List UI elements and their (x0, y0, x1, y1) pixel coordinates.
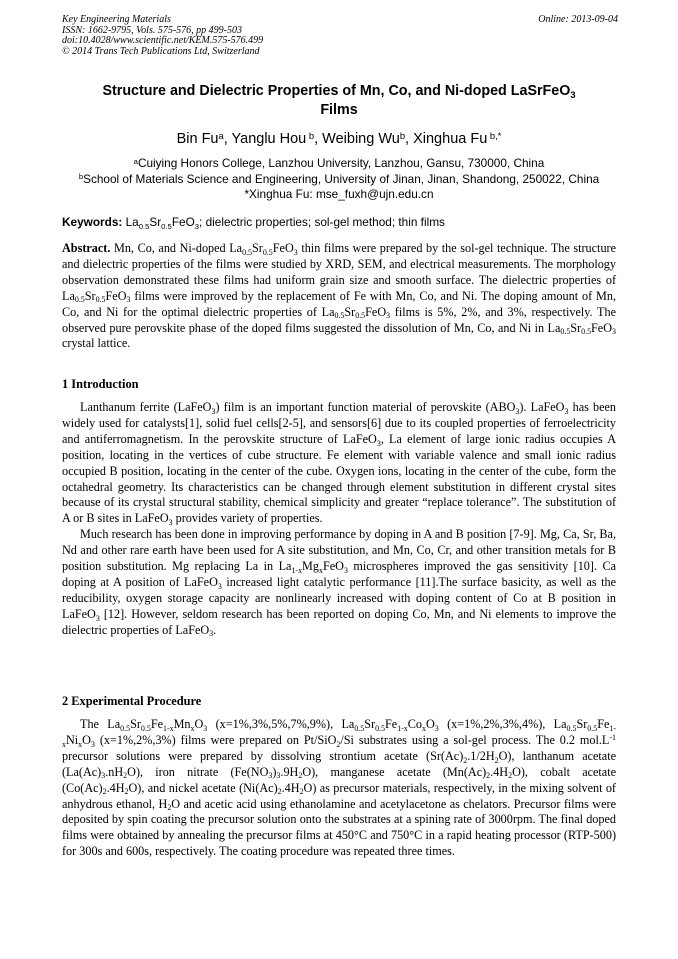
corresponding-author: *Xinghua Fu: mse_fuxh@ujn.edu.cn (244, 187, 434, 201)
formula-sub: 0.5 (262, 247, 273, 257)
author-affil-mark: b,* (487, 129, 502, 141)
paragraph-text: The La (80, 717, 121, 731)
abstract-text: films were improved by the replacement of Fe with Mn, Co, and Ni. The doping amount of Mn, Co, and Ni for the optimal dielectric properties of La (62, 288, 616, 319)
formula-part: Fe (150, 717, 163, 731)
formula-sub: 0.5 (581, 327, 592, 337)
paragraph-text: ) film is an important function material of perovskite (ABO (215, 400, 516, 414)
formula-part: Sr (344, 304, 356, 319)
formula-sub: 2 (124, 787, 129, 797)
formula-sub: 2 (299, 787, 304, 797)
author-name: , Weibing Wu (314, 131, 400, 147)
copyright-line: © 2014 Trans Tech Publications Ltd, Switzerland (62, 45, 260, 57)
formula-sub: x (78, 739, 83, 749)
author-name: , Yanglu Hou (223, 131, 307, 147)
paragraph-text: ). LaFeO (519, 400, 565, 414)
abstract-text: Mn, Co, and Ni-doped La (114, 241, 243, 255)
section-heading-introduction: 1 Introduction (62, 377, 139, 391)
formula-sub: 3 (203, 723, 208, 733)
paper-title (62, 82, 616, 120)
experimental-body (62, 717, 616, 860)
formula-part: O (425, 717, 435, 731)
paragraph-text: increased light catalytic performance [11].The surface basicity, as well as the reducibility, oxygen storage capacity are nonlinearly increased with doping content of Co at B position in LaFeO (62, 574, 616, 621)
formula-sub: x (190, 723, 195, 733)
paragraph-text: has been widely used for catalysts[1], solid fuel cells[2-5], and sensors[6] due to its coupled properties of ferroelectricity and antiferromagnetism. In the perovskite structure of LaFeO (62, 400, 616, 446)
formula-sub: 1-x (397, 723, 408, 733)
paragraph-text: .1/2H (467, 748, 495, 763)
paragraph-text: O), manganese acetate (Mn(Ac) (302, 764, 487, 779)
formula-part: FeO (322, 559, 344, 574)
affil-text: School of Materials Science and Engineering, University of Jinan, Jinan, Shandong, 250022, China (83, 171, 600, 186)
paragraph-text: , La element of large ionic radius occupies A position, locating in the vertices of cube structure. Fe element with variable valence and small ionic radius occupied B position, locating in the center of the cube. Oxygen ions, locating in the center of the cube, form the octahedral geometry. Its characteristics can be changed through element substitution in different crystal sites because of its crystal structural stability, chemical simplicity and greater “replace tolerance”. The substitution of A or B sites in LaFeO (62, 431, 616, 526)
paragraph-text: O), cobalt acetate (Co(Ac) (62, 764, 617, 795)
formula-sub: 3 (434, 723, 439, 733)
formula-sub: 0.5 (74, 295, 85, 305)
formula-part: Sr (576, 717, 588, 731)
paragraph-text: Much research has been done in improving performance by doping in A and B position [7-9]. Mg, Ca, Sr, Ba, Nd and other rare earth have been used for A site substitution, and Mn, Co, Cr, and other transition metals for B position substitution. Mg replacing La in La (62, 527, 616, 574)
author-affil-mark: a (218, 129, 224, 141)
formula-part: Co (407, 717, 422, 731)
keywords: Keywords: $La_{0.5}Sr_{0.5}FeO_3$; dielectric properties; sol-gel method; thin films (62, 215, 445, 231)
abstract (62, 241, 616, 352)
paragraph-text: O) as precursor materials, respectively, in the mixing solvent of anhydrous ethanol, H (62, 780, 616, 811)
formula-sub: 3 (126, 295, 131, 305)
formula-sub: 2 (102, 787, 107, 797)
formula-sub: 1-x (291, 565, 303, 575)
formula-sub: 0.5 (138, 221, 150, 231)
affiliations (62, 156, 616, 203)
formula-sub: 3 (612, 327, 616, 337)
formula-sub: 1-x (62, 723, 616, 749)
affil-mark: a (133, 156, 138, 166)
title-line2: Films (320, 102, 358, 118)
issn-line: ISSN: 1662-9795, Vols. 575-576, pp 499-503 (62, 24, 242, 36)
formula-sub: 3 (564, 406, 569, 416)
formula-sub: 0.5 (242, 247, 253, 257)
formula-sub: 2 (494, 755, 499, 765)
paragraph-text: Lanthanum ferrite (LaFeO (80, 400, 212, 414)
formula-sub: 0.5 (566, 723, 577, 733)
formula-part: Ni (65, 732, 79, 747)
formula-part: FeO (365, 304, 387, 319)
paragraph-text: O and acetic acid using ethanolamine and acetylacetone as chelators. Precursor films were deposited by spin coating the precursor solution onto the substrates at a spining rate of 3000rpm. The final doped films were obtained by annealing the precursor films at 450°C and 750°C in a rapid heating processor (RTP-500) for 300s and 600s, respectively. The coating procedure was repeated three times. (62, 796, 616, 859)
abstract-text: films is 5%, 2%, and 3%, respectively. The observed pure perovskite phase of the doped films suggested the dissolution of Mn, Co, and Ni in La (62, 304, 616, 335)
formula-part: Fe (385, 717, 398, 731)
formula-part: Sr (149, 215, 162, 229)
formula-sub: 0.5 (375, 723, 385, 733)
paragraph-text: (x=1%,2%,3%) films were prepared on Pt/SiO (94, 732, 337, 747)
formula-part: FeO (105, 288, 127, 303)
formula-sub: 3 (90, 739, 95, 749)
formula-sub: 0.5 (334, 311, 345, 321)
formula-sub: 3 (268, 771, 273, 781)
formula-sub: 3 (211, 406, 216, 416)
formula-sub: 2 (298, 771, 303, 781)
formula-sub: 2 (123, 771, 128, 781)
formula-sub: 3 (209, 629, 214, 639)
paragraph-text: O), and nickel acetate (Ni(Ac) (128, 780, 278, 795)
formula-sub: 0.5 (355, 311, 366, 321)
formula-sub: 3 (515, 406, 520, 416)
formula-sub: 3 (293, 247, 298, 257)
formula-sup: -1 (609, 733, 616, 743)
doi-line: doi:10.4028/www.scientific.net/KEM.575-576.499 (62, 35, 264, 46)
journal-name: Key Engineering Materials (62, 14, 171, 25)
formula-sub: 3 (194, 221, 200, 231)
author-list (62, 130, 616, 148)
abstract-text: crystal lattice. (62, 336, 131, 351)
paragraph-text: O), lanthanum acetate (La(Ac) (62, 748, 617, 779)
affiliation-b (62, 172, 616, 188)
formula-sub: x (421, 723, 426, 733)
formula-part: FeO (591, 320, 613, 335)
paragraph (62, 400, 616, 527)
formula-sub: 2 (336, 739, 341, 749)
affiliation-a (62, 156, 616, 172)
paragraph-text: O), iron nitrate (Fe(NO (127, 764, 269, 779)
formula-part: Sr (570, 320, 582, 335)
paragraph-text: .4H (490, 764, 509, 779)
title-main: Structure and Dielectric Properties of Mn, Co, and Ni-doped LaSrFeO (102, 83, 571, 99)
author-affil-mark: b (399, 129, 406, 141)
section-heading-experimental: 2 Experimental Procedure (62, 694, 202, 708)
author-name: Bin Fu (176, 131, 219, 147)
formula-sub: 3 (276, 771, 281, 781)
author-affil-mark: b (306, 129, 315, 141)
formula-sub: 0.5 (140, 723, 151, 733)
author-name: , Xinghua Fu (405, 131, 488, 147)
formula-sub: 3 (168, 518, 173, 528)
online-date: Online: 2013-09-04 (538, 14, 618, 25)
affil-mark: b (78, 172, 84, 182)
introduction-body (62, 400, 616, 639)
formula-part: Sr (252, 241, 263, 255)
formula-part: Sr (130, 717, 141, 731)
formula-sub: 0.5 (587, 723, 598, 733)
paragraph-text: precursor solutions were prepared by dissolving strontium acetate (Sr(Ac) (62, 748, 464, 763)
formula-part: Fe (597, 717, 610, 731)
formula-sub: 0.5 (560, 327, 571, 337)
formula-part: O (82, 732, 91, 747)
formula-sub: 0.5 (120, 723, 131, 733)
formula-sub: 2 (463, 755, 468, 765)
keywords-text: dielectric properties; sol-gel method; thin films (205, 215, 445, 229)
paragraph-text: [12]. However, seldom research has been reported on doping Co, Mn, and Ni elements to improve the dielectric properties of LaFeO (62, 606, 616, 637)
abstract-label: Abstract. (62, 241, 111, 255)
formula-sub: 0.5 (354, 723, 365, 733)
paragraph (62, 717, 616, 860)
formula-sub: 0.5 (161, 221, 172, 231)
formula-part: Mn (173, 717, 191, 731)
affil-text: Cuiying Honors College, Lanzhou University, Lanzhou, Gansu, 730000, China (137, 156, 545, 170)
formula-sub: 0.5 (95, 295, 106, 305)
formula-sub: 2 (277, 787, 282, 797)
formula-sub: 1-x (163, 723, 174, 733)
paragraph-text: .nH (105, 764, 124, 779)
formula-sub: 3 (376, 438, 381, 448)
paragraph-text: /Si substrates using a sol-gel process. The 0.2 mol.L (340, 732, 610, 747)
formula-part: Sr (364, 717, 376, 731)
formula-sub: 2 (486, 771, 491, 781)
formula-part: FeO (272, 241, 294, 255)
paragraph-text: .4H (106, 780, 125, 795)
paragraph-text: .9H (280, 764, 299, 779)
formula-sub: 3 (95, 613, 100, 623)
formula-sub: 3 (217, 581, 222, 591)
title-sub: 3 (570, 90, 576, 101)
formula-sub: 3 (386, 311, 391, 321)
paragraph-text: ) (272, 764, 277, 779)
formula-part: O (194, 717, 204, 731)
paragraph (62, 527, 616, 638)
paragraph-text: (x=1%,3%,5%,7%,9%), La (207, 717, 355, 731)
formula-sub: x (318, 565, 323, 575)
paragraph-text: (x=1%,2%,3%,4%), La (438, 717, 567, 731)
paragraph-text: microspheres improved the gas sensitivity [10]. Ca doping at A position of LaFeO (62, 559, 616, 589)
abstract-text: thin films were prepared by the sol-gel technique. The structure and dielectric properties of the films were studied by XRD, SEM, and electrical measurements. The morphology observation demonstrated these films had uniform grain size and smooth surface. The dielectric properties of La (62, 241, 617, 303)
formula-sub: 2 (167, 803, 172, 813)
paragraph-text: .4H (281, 780, 300, 795)
journal-header (62, 15, 618, 57)
paragraph-text: provides variety of properties. (172, 511, 323, 526)
formula-sub: 3 (343, 565, 348, 575)
formula-sub: 3 (101, 771, 106, 781)
formula-part: Mg (302, 559, 319, 574)
keywords-label: Keywords: (62, 215, 123, 229)
formula-sub: 2 (508, 771, 513, 781)
formula-part: FeO (171, 215, 195, 229)
paragraph-text: . (213, 622, 217, 637)
formula-part: Sr (84, 288, 96, 303)
